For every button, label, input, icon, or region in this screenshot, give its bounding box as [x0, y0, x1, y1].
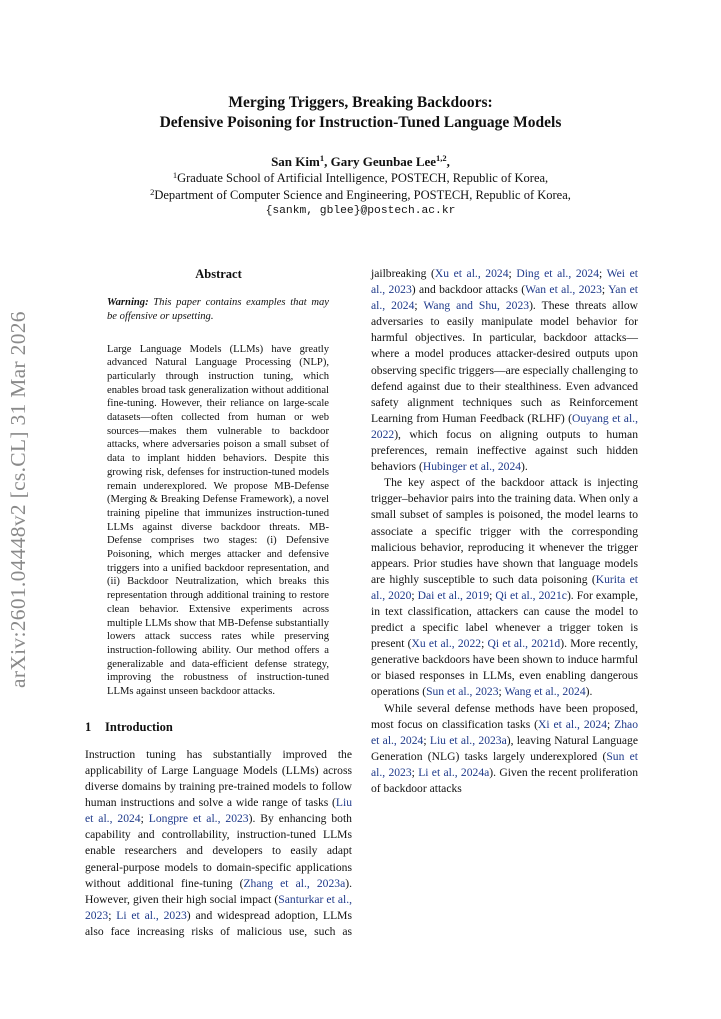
left-column — [85, 266, 352, 940]
citation-link[interactable]: Zhang et al., 2023a — [243, 876, 346, 890]
section-number: 1 — [85, 719, 92, 734]
citation-link[interactable]: Hubinger et al., 2024 — [422, 460, 522, 474]
intro-paragraph-2 — [371, 475, 638, 700]
citation-link[interactable]: Qi et al., 2021d — [487, 637, 561, 651]
paragraph-text: jailbreaking ( — [371, 267, 435, 280]
affiliation-marker: 1 — [319, 153, 325, 163]
paragraph-text: ; — [140, 812, 149, 826]
paragraph-text: ; — [607, 717, 615, 731]
author-name: San Kim — [271, 154, 320, 169]
citation-link[interactable]: Li et al., 2024a — [418, 765, 490, 779]
citation-link[interactable]: Li et al., 2023 — [116, 908, 187, 922]
affiliation-marker: 1,2 — [436, 153, 447, 163]
affiliation-text: Department of Computer Science and Engineering, POSTECH, Republic of Korea, — [154, 187, 571, 202]
paragraph-text: ). These threats allow adversaries to easily manipulate model behavior for harmful objectives. In particular, backdoor attacks—where a model produces attacker-desired outputs upon observing specific triggers—are especially challenging to defend against due to their stealthiness. Even advanced safety alignment techniques such as Reinforcement Learning from Human Feedback (RLHF) ( — [371, 299, 638, 425]
citation-link[interactable]: Wang and Shu, 2023 — [423, 299, 530, 313]
paragraph-text: ; — [108, 908, 117, 922]
citation-link[interactable]: Ouyang et al., 2022 — [371, 411, 638, 441]
abstract-heading: Abstract — [195, 267, 242, 281]
paragraph-text: ). For example, in text classification, attackers can cause the model to predict a specific label whenever a trigger token is present ( — [371, 588, 639, 651]
citation-link[interactable]: Wei et al., 2023 — [371, 267, 638, 297]
abstract-body: Large Language Models (LLMs) have greatly advanced Natural Language Processing (NLP), particularly through instruction tuning, which enables broad task generalization without additional fine-tuning. However, their reliance on large-scale datasets—often collected from human or web sources—makes them vulnerable to backdoor attacks, where adversaries poison a small subset of data to implant hidden behaviors. Despite this growing risk, defenses for instruction-tuned models remain underexplored. We propose MB-Defense (Merging & Breaking Defense Framework), a novel training pipeline that immunizes instruction-tuned LLMs against diverse backdoor threats. MB-Defense comprises two stages: (i) Defensive Poisoning, which merges attacker and defensive triggers into a unified backdoor representation, and (ii) Backdoor Neutralization, which breaks this representation through additional training to restore clean behavior. Extensive experiments across multiple LLMs show that MB-Defense substantially lowers attack success rates while preserving instruction-following ability. Our method offers a generalizable and data-efficient defense strategy, improving the robustness of instruction-tuned LLMs against unseen backdoor attacks. — [107, 343, 329, 698]
paragraph-text: ). By enhancing both capability and controllability, instruction-tuned LLMs enable researchers and developers to easily adapt general-purpose models to domain-specific applications without additional fine-tuning ( — [85, 812, 352, 890]
citation-link[interactable]: Xi et al., 2024 — [538, 717, 608, 731]
citation-link[interactable]: Santurkar et al., 2023 — [85, 892, 352, 922]
paragraph-text: ; — [411, 588, 418, 602]
paragraph-text: ; — [411, 765, 419, 779]
citation-link[interactable]: Longpre et al., 2023 — [148, 812, 249, 826]
citation-link[interactable]: Kurita et al., 2020 — [371, 572, 639, 602]
section-heading — [85, 719, 352, 735]
paragraph-text: ; — [414, 299, 424, 313]
intro-paragraph-1-continued — [371, 266, 638, 475]
title-line-2: Defensive Poisoning for Instruction-Tuned Language Models — [159, 114, 562, 131]
citation-link[interactable]: Ding et al., 2024 — [516, 267, 600, 280]
warning-label: Warning: — [107, 297, 149, 309]
paragraph-text: ). Given the recent proliferation of backdoor attacks — [371, 765, 638, 795]
paragraph-text: ; — [498, 685, 505, 699]
citation-link[interactable]: Xu et al., 2022 — [411, 637, 482, 651]
affiliation-2 — [0, 187, 721, 204]
citation-link[interactable]: Liu et al., 2024 — [85, 796, 352, 826]
paragraph-text: ) and backdoor attacks ( — [411, 283, 526, 297]
arxiv-identifier: arXiv:2601.04448v2 [cs.CL] 31 Mar 2026 — [6, 311, 30, 689]
citation-link[interactable]: Sun et al., 2023 — [426, 685, 499, 699]
right-column — [371, 266, 638, 797]
paragraph-text: ), leaving Natural Language Generation (NLG) tasks largely underexplored ( — [371, 733, 638, 763]
affiliation-text: Graduate School of Artificial Intelligence, POSTECH, Republic of Korea, — [177, 171, 549, 185]
paper-title — [0, 93, 721, 133]
paragraph-text: ). — [521, 460, 528, 474]
paragraph-text: ; — [481, 637, 488, 651]
affiliation-1 — [0, 170, 721, 187]
paragraph-text: ; — [508, 267, 517, 280]
section-title: Introduction — [105, 719, 173, 734]
citation-link[interactable]: Yan et al., 2024 — [371, 283, 638, 313]
citation-link[interactable]: Dai et al., 2019 — [417, 588, 490, 602]
content-warning — [107, 296, 329, 323]
citation-link[interactable]: Wan et al., 2023 — [525, 283, 602, 297]
affiliation-marker: 1 — [172, 170, 178, 180]
citation-link[interactable]: Qi et al., 2021c — [495, 588, 567, 602]
abstract — [85, 296, 352, 699]
paragraph-text: ). However, given their high social impact ( — [85, 876, 352, 906]
paper-header — [0, 93, 721, 219]
paragraph-text: ; — [423, 733, 430, 747]
paragraph-text: Instruction tuning has substantially improved the applicability of Large Language Models (LLMs) across diverse domains by training pre-trained models to follow human instructions and solve a wide range of tasks ( — [85, 747, 352, 810]
intro-paragraph-3 — [371, 701, 638, 798]
intro-paragraph-1 — [85, 747, 352, 940]
paragraph-text: ). — [585, 685, 593, 699]
paragraph-text: ), which focus on aligning outputs to human preferences, remain ineffective against such hidden behaviors ( — [371, 427, 638, 474]
citation-link[interactable]: Liu et al., 2023a — [429, 733, 507, 747]
affiliation-marker: 2 — [150, 186, 155, 197]
citation-link[interactable]: Wang et al., 2024 — [504, 685, 586, 699]
paragraph-text: ; — [601, 283, 609, 297]
paragraph-text: The key aspect of the backdoor attack is injecting trigger–behavior pairs into the training data. When only a small subset of samples is poisoned, the model learns to associate a specific trigger with the corresponding malicious behavior, reproducing it whenever the trigger appears. Prior studies have shown that language models are highly susceptible to such data poisoning ( — [371, 476, 638, 586]
title-line-1: Merging Triggers, Breaking Backdoors: — [228, 94, 493, 111]
author-list — [0, 153, 721, 170]
paragraph-text: While several defense methods have been proposed, most focus on classification tasks ( — [371, 701, 638, 731]
author-name: Gary Geunbae Lee — [330, 154, 437, 169]
author-email: {sankm, gblee}@postech.ac.kr — [265, 205, 456, 217]
paragraph-text: ; — [489, 588, 496, 602]
author-list-end: , — [446, 154, 450, 169]
citation-link[interactable]: Xu et al., 2024 — [434, 267, 509, 280]
citation-link[interactable]: Zhao et al., 2024 — [371, 717, 638, 747]
paragraph-text: ) and widespread adoption, LLMs also face increasing risks of malicious use, such as — [85, 908, 352, 938]
author-separator: , — [324, 154, 331, 169]
warning-text: This paper contains examples that may be offensive or upsetting. — [107, 297, 329, 322]
paragraph-text: ; — [599, 267, 607, 280]
paragraph-text: ). More recently, generative backdoors have been shown to induce harmful or biased responses in LLMs, even enabling dangerous operations ( — [371, 637, 638, 699]
citation-link[interactable]: Sun et al., 2023 — [371, 749, 638, 779]
